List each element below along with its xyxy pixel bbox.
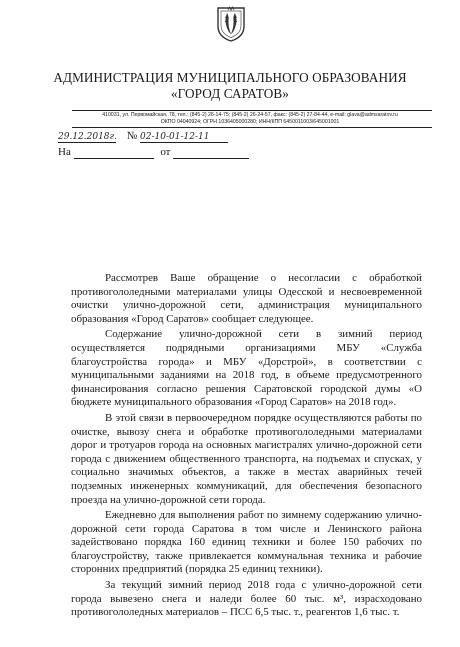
body-paragraph: Содержание улично-дорожной сети в зимний период осуществляется подрядными организациями МБУ «Служба благоустройства города» и МБУ «Дорстрой», в соответствии с муниципальными заданиями на 2018 год, в объеме предусмотренного финансирования согласно решения Саратовской городской думы «О бюджете муниципального образования «Город Саратов» на 2018 год». — [71, 328, 422, 409]
body-paragraph: Ежедневно для выполнения работ по зимнему содержанию улично-дорожной сети города Саратова в том числе и Ленинского района задействовано порядка 160 единиц техники и более 150 рабочих по благоустройству, также привлекается коммунальная техника и рабочие сторонних предприятий (порядка 25 единиц техники). — [71, 509, 422, 576]
organization-city: «ГОРОД САРАТОВ» — [170, 86, 290, 101]
organization-name: АДМИНИСТРАЦИЯ МУНИЦИПАЛЬНОГО ОБРАЗОВАНИЯ — [53, 70, 407, 85]
from-label: от — [160, 146, 171, 158]
handwritten-number: 02-10-01-12-11 — [140, 132, 210, 142]
letter-body — [71, 272, 422, 622]
reference-date-line — [58, 130, 228, 143]
handwritten-date: 29.12.2018г. — [58, 132, 117, 142]
coat-of-arms-icon — [216, 6, 246, 42]
header-divider-bottom — [72, 127, 432, 128]
to-blank — [74, 146, 154, 159]
from-blank — [173, 146, 249, 159]
reference-to-line — [58, 146, 249, 159]
body-paragraph: В этой связи в первоочередном порядке осуществляются работы по очистке, вывозу снега и обработке противогололедными материалами дорог и тротуаров города на основных магистралях улично-дорожной сети города с движением общественного транспорта, на подъемах и спусках, у социально значимых объектов, а также в местах аварийных течей подземных инженерных коммуникаций, для обеспечения безопасного проезда на улично-дорожной сети города. — [71, 411, 422, 506]
body-paragraph: Рассмотрев Ваше обращение о несогласии с обработкой противогололедными материалами улицы Одесской и несвоевременной очистки улично-дорожной сети, администрация муниципального образования «Город Саратов» сообщает следующее. — [71, 272, 422, 325]
number-label: № — [126, 130, 138, 142]
contacts-registration: ОКПО 04040924; ОГРН 1036405000280; ИНН/КПП 6450011003/645001001 — [160, 119, 340, 125]
contacts-address: 410031, ул. Первомайская, 78, тел.: (845-2) 26-14-75; (845-2) 26-24-57, факс: (845-2) 27-84-44, e-mail: glava@admsaratov.ru — [102, 112, 398, 118]
body-paragraph: За текущий зимний период 2018 года с улично-дорожной сети города вывезено снега и наледи более 60 тыс. м³, израсходовано противогололедных материалов – ПСС 6,5 тыс. т., реагентов 1,6 тыс. т. — [71, 579, 422, 619]
header-divider-top — [72, 110, 432, 111]
to-label: На — [58, 146, 71, 158]
